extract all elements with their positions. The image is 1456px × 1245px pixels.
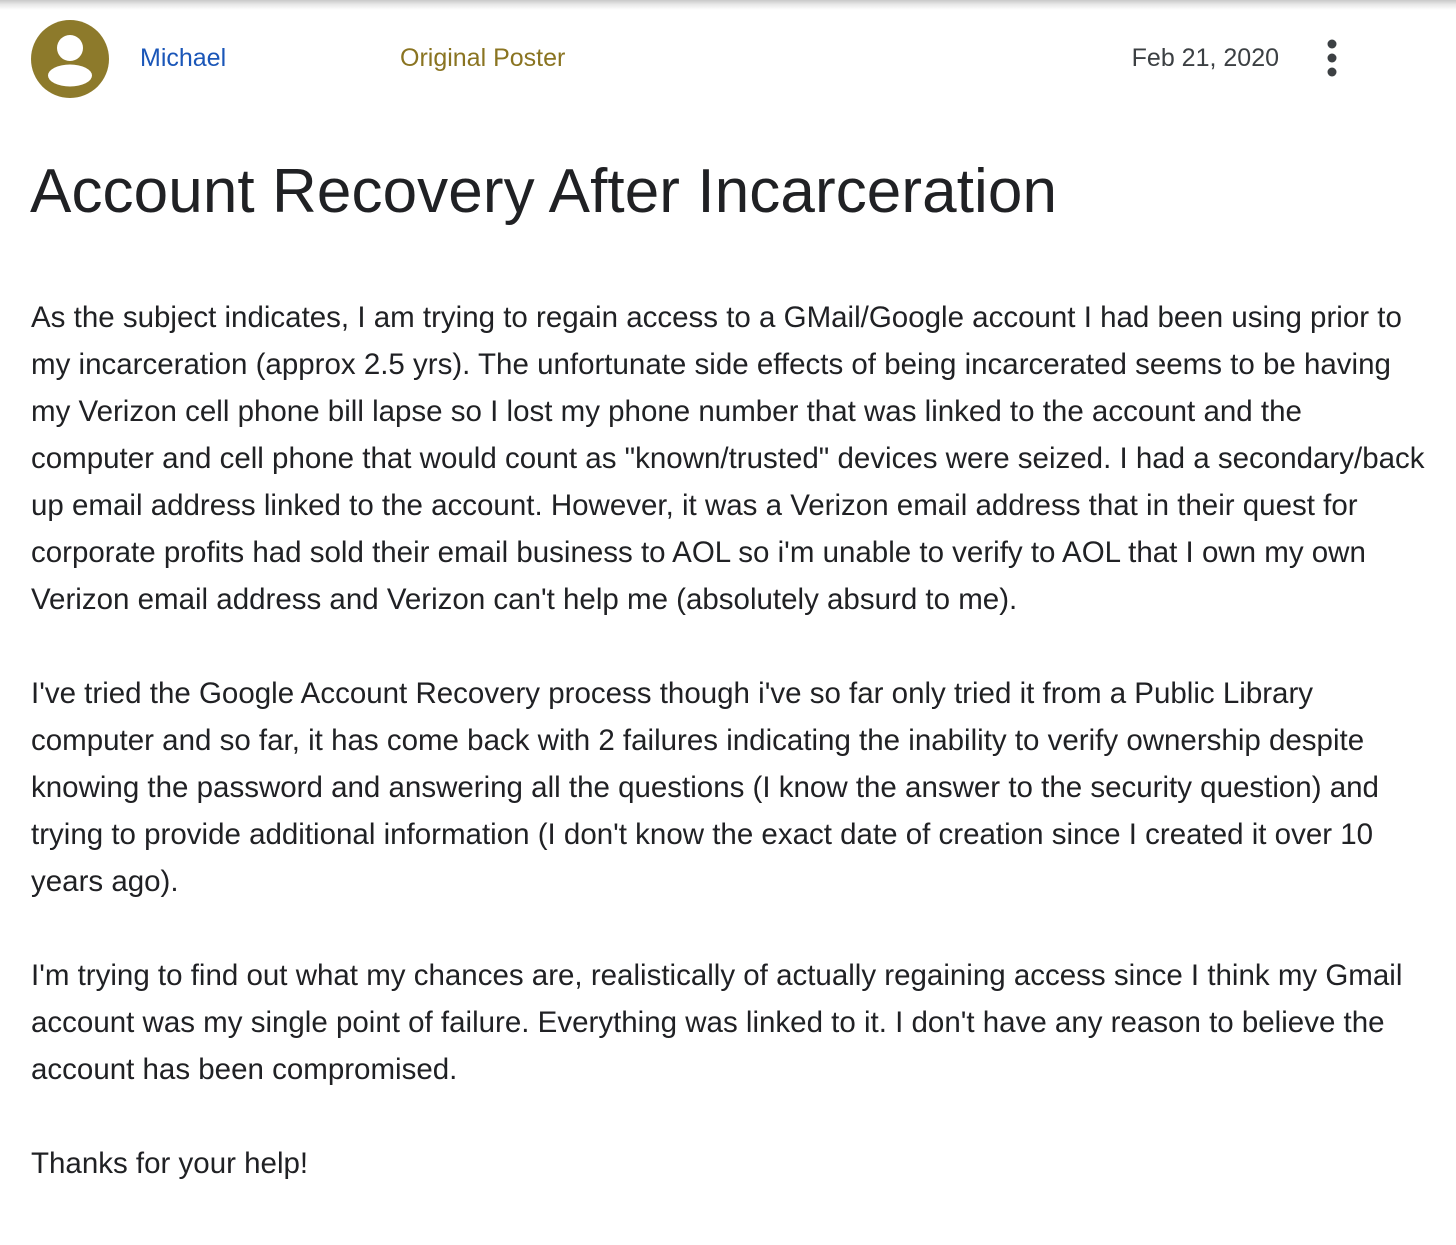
post-paragraph-4: Thanks for your help! bbox=[31, 1147, 309, 1180]
post-paragraph-3: I'm trying to find out what my chances are, realistically of actually regaining access since I think my Gmail account was my single point of failure. Everything was linked to it. I don't have any reason to believe the account has been compromised. bbox=[31, 959, 1403, 1086]
more-options-button[interactable] bbox=[1312, 36, 1352, 80]
more-vertical-icon bbox=[1312, 36, 1352, 80]
author-avatar[interactable] bbox=[31, 20, 109, 98]
author-name-link[interactable]: Michael bbox=[140, 44, 227, 72]
default-avatar-icon bbox=[31, 20, 109, 98]
post-header bbox=[0, 0, 1456, 120]
post-paragraph-2: I've tried the Google Account Recovery process though i've so far only tried it from a Public Library computer and so far, it has come back with 2 failures indicating the inability to verify ownership despite knowing the password and answering all the questions (I know the answer to the security question) and trying to provide additional information (I don't know the exact date of creation since I created it over 10 years ago). bbox=[31, 677, 1379, 898]
post-title: Account Recovery After Incarceration bbox=[30, 157, 1058, 226]
post-date: Feb 21, 2020 bbox=[1131, 44, 1279, 72]
post-body bbox=[31, 294, 1431, 1187]
original-poster-badge: Original Poster bbox=[400, 44, 566, 72]
post-paragraph-1: As the subject indicates, I am trying to regain access to a GMail/Google account I had been using prior to my incarceration (approx 2.5 yrs). The unfortunate side effects of being incarcerated seems to be having my Verizon cell phone bill lapse so I lost my phone number that was linked to the account and the computer and cell phone that would count as "known/trusted" devices were seized. I had a secondary/back up email address linked to the account. However, it was a Verizon email address that in their quest for corporate profits had sold their email business to AOL so i'm unable to verify to AOL that I own my own Verizon email address and Verizon can't help me (absolutely absurd to me). bbox=[31, 301, 1425, 616]
